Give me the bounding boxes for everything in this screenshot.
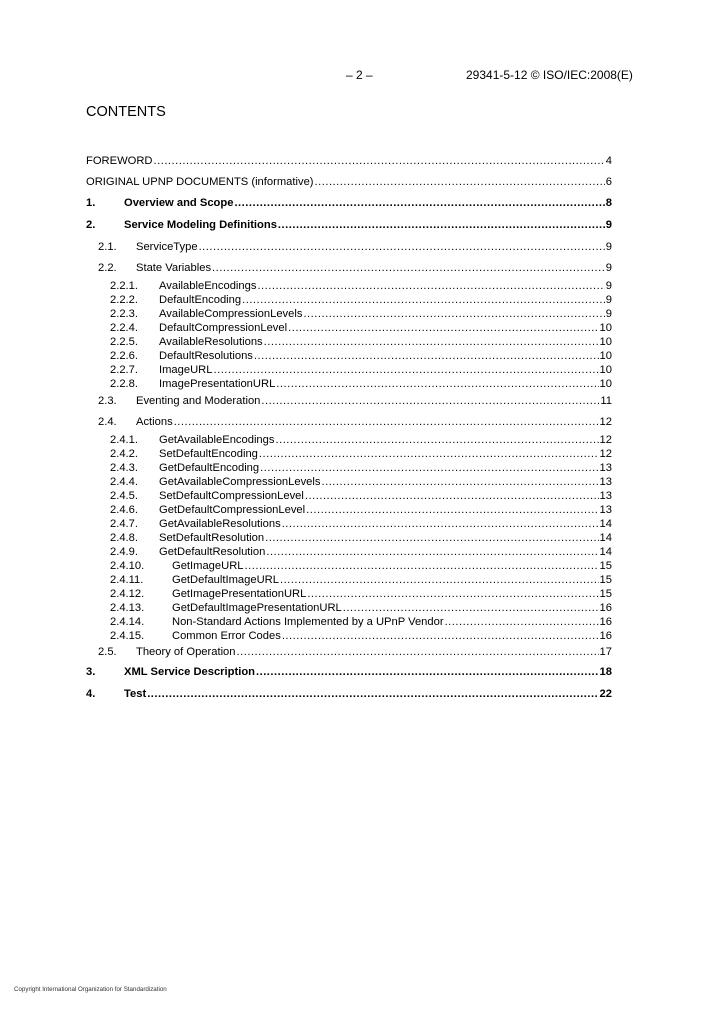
toc-entry-title: XML Service Description — [124, 666, 255, 678]
toc-dot-leader — [259, 447, 599, 461]
toc-entry[interactable] — [98, 261, 612, 275]
toc-dot-leader — [343, 601, 599, 615]
toc-dot-leader — [280, 573, 599, 587]
toc-entry-number: 3. — [86, 666, 96, 678]
toc-entry-number: 2.4.10. — [110, 560, 145, 572]
toc-entry-page: 13 — [599, 476, 612, 488]
toc-entry[interactable] — [98, 645, 612, 659]
toc-dot-leader — [282, 517, 599, 531]
toc-entry-title: GetImageURL — [172, 560, 244, 572]
toc-dot-leader — [445, 615, 599, 629]
toc-entry-title: GetDefaultCompressionLevel — [159, 504, 306, 516]
toc-entry[interactable] — [110, 293, 612, 307]
page-title: CONTENTS — [86, 104, 166, 120]
toc-entry-page: 13 — [599, 504, 612, 516]
toc-entry[interactable] — [110, 433, 612, 447]
toc-entry-title: GetAvailableEncodings — [159, 434, 275, 446]
toc-entry[interactable] — [110, 545, 612, 559]
toc-entry-number: 2.4.11. — [110, 574, 144, 586]
toc-entry[interactable] — [110, 349, 612, 363]
toc-entry-page: 4 — [605, 155, 612, 167]
toc-dot-leader — [245, 559, 599, 573]
toc-entry-page: 9 — [605, 294, 612, 306]
toc-entry[interactable] — [98, 240, 612, 254]
toc-entry-title: SetDefaultResolution — [159, 532, 265, 544]
toc-entry-number: 2.2.4. — [110, 322, 138, 334]
toc-entry-number: 2.4.9. — [110, 546, 138, 558]
toc-entry-title: FOREWORD — [86, 155, 153, 167]
toc-entry-page: 17 — [599, 646, 612, 658]
footer-copyright: Copyright International Organization for Standardization — [14, 986, 167, 993]
toc-entry-title: GetDefaultImagePresentationURL — [172, 602, 342, 614]
toc-entry-number: 2.4.1. — [110, 434, 138, 446]
toc-dot-leader — [199, 240, 605, 254]
toc-entry[interactable] — [110, 503, 612, 517]
toc-entry[interactable] — [98, 415, 612, 429]
toc-entry-title: Overview and Scope — [124, 197, 234, 209]
toc-entry[interactable] — [110, 531, 612, 545]
toc-entry-page: 13 — [599, 490, 612, 502]
toc-entry-number: 2.4.14. — [110, 616, 145, 628]
toc-entry-number: 2.4.4. — [110, 476, 138, 488]
toc-entry[interactable] — [110, 615, 612, 629]
toc-entry-page: 16 — [599, 602, 612, 614]
toc-entry-title: GetDefaultResolution — [159, 546, 266, 558]
toc-entry-number: 2.2.3. — [110, 308, 138, 320]
toc-entry[interactable] — [110, 363, 612, 377]
toc-dot-leader — [237, 645, 599, 659]
toc-entry-page: 14 — [599, 518, 612, 530]
toc-dot-leader — [212, 261, 605, 275]
toc-entry-title: AvailableCompressionLevels — [159, 308, 303, 320]
toc-entry-page: 15 — [599, 560, 612, 572]
toc-entry-title: Test — [124, 688, 147, 700]
toc-entry[interactable] — [110, 489, 612, 503]
toc-dot-leader — [256, 665, 599, 679]
toc-entry-title: GetDefaultEncoding — [159, 462, 260, 474]
toc-entry-number: 2.2.2. — [110, 294, 138, 306]
toc-entry-page: 8 — [605, 197, 612, 209]
toc-dot-leader — [265, 531, 598, 545]
toc-entry-page: 10 — [599, 378, 612, 390]
toc-entry-title: AvailableEncodings — [159, 280, 257, 292]
toc-entry-title: GetImagePresentationURL — [172, 588, 307, 600]
toc-entry[interactable] — [86, 665, 612, 679]
toc-entry-number: 2.4.7. — [110, 518, 138, 530]
toc-entry-number: 2.4.3. — [110, 462, 138, 474]
toc-dot-leader — [288, 321, 598, 335]
toc-entry-page: 12 — [599, 434, 612, 446]
toc-entry[interactable] — [110, 461, 612, 475]
toc-entry-page: 10 — [599, 364, 612, 376]
toc-entry-page: 12 — [599, 416, 612, 428]
toc-entry-title: GetAvailableCompressionLevels — [159, 476, 321, 488]
toc-entry-page: 14 — [599, 532, 612, 544]
toc-entry-title: DefaultResolutions — [159, 350, 253, 362]
toc-entry-title: DefaultCompressionLevel — [159, 322, 288, 334]
toc-entry-number: 2.4. — [98, 416, 117, 428]
toc-entry-page: 16 — [599, 630, 612, 642]
toc-entry-page: 11 — [600, 395, 612, 407]
toc-entry-page: 14 — [599, 546, 612, 558]
toc-entry-title: State Variables — [136, 262, 212, 274]
toc-entry[interactable] — [110, 587, 612, 601]
toc-entry-number: 2.3. — [98, 395, 117, 407]
toc-entry-number: 2.4.13. — [110, 602, 145, 614]
toc-entry[interactable] — [86, 687, 612, 701]
toc-entry-page: 16 — [599, 616, 612, 628]
toc-entry-title: Common Error Codes — [172, 630, 281, 642]
toc-dot-leader — [257, 279, 604, 293]
toc-dot-leader — [264, 335, 599, 349]
toc-dot-leader — [305, 489, 599, 503]
toc-dot-leader — [282, 629, 599, 643]
toc-entry-title: ORIGINAL UPNP DOCUMENTS (informative) — [86, 176, 314, 188]
toc-entry-title: Non-Standard Actions Implemented by a UPnP Vendor — [172, 616, 444, 628]
toc-dot-leader — [154, 154, 605, 168]
toc-dot-leader — [306, 503, 598, 517]
toc-entry-title: Eventing and Moderation — [136, 395, 261, 407]
toc-dot-leader — [242, 293, 605, 307]
toc-entry-page: 9 — [605, 241, 612, 253]
toc-entry-page: 10 — [599, 322, 612, 334]
toc-dot-leader — [278, 218, 605, 232]
toc-dot-leader — [174, 415, 599, 429]
toc-dot-leader — [321, 475, 598, 489]
toc-entry-number: 4. — [86, 688, 96, 700]
toc-entry-number: 2.1. — [98, 241, 117, 253]
toc-entry-number: 2.2.5. — [110, 336, 138, 348]
toc-entry-page: 12 — [599, 448, 612, 460]
toc-dot-leader — [315, 175, 605, 189]
toc-entry-page: 6 — [605, 176, 612, 188]
toc-entry-page: 13 — [599, 462, 612, 474]
toc-entry-title: ImageURL — [159, 364, 213, 376]
toc-entry-page: 15 — [599, 574, 612, 586]
toc-entry-page: 15 — [599, 588, 612, 600]
toc-entry[interactable] — [110, 475, 612, 489]
toc-entry-number: 2.4.12. — [110, 588, 145, 600]
toc-entry-title: Service Modeling Definitions — [124, 219, 277, 231]
toc-entry[interactable] — [110, 307, 612, 321]
toc-dot-leader — [307, 587, 598, 601]
toc-entry-number: 2.2.8. — [110, 378, 138, 390]
toc-entry-number: 2.2. — [98, 262, 117, 274]
toc-entry-page: 9 — [605, 219, 612, 231]
toc-entry-number: 2.2.1. — [110, 280, 138, 292]
header-standard-id: 29341-5-12 © ISO/IEC:2008(E) — [466, 68, 633, 82]
toc-entry-number: 2.2.7. — [110, 364, 138, 376]
toc-entry-title: SetDefaultCompressionLevel — [159, 490, 304, 502]
toc-entry-page: 9 — [605, 262, 612, 274]
toc-entry-title: ImagePresentationURL — [159, 378, 276, 390]
toc-dot-leader — [276, 377, 598, 391]
toc-dot-leader — [254, 349, 599, 363]
toc-entry[interactable] — [110, 377, 612, 391]
toc-entry[interactable] — [110, 447, 612, 461]
toc-entry[interactable] — [86, 196, 612, 210]
toc-dot-leader — [213, 363, 598, 377]
toc-entry-page: 9 — [605, 280, 612, 292]
toc-entry-title: Actions — [136, 416, 173, 428]
toc-entry[interactable] — [110, 629, 612, 643]
toc-entry[interactable] — [110, 559, 612, 573]
toc-dot-leader — [303, 307, 604, 321]
toc-entry-number: 2. — [86, 219, 96, 231]
toc-entry[interactable] — [110, 601, 612, 615]
toc-entry-number: 2.5. — [98, 646, 117, 658]
toc-entry-title: AvailableResolutions — [159, 336, 263, 348]
header-page-number: – 2 – — [346, 68, 373, 82]
toc-entry-title: GetAvailableResolutions — [159, 518, 281, 530]
toc-dot-leader — [147, 687, 598, 701]
toc-entry-page: 10 — [599, 350, 612, 362]
toc-entry-title: GetDefaultImageURL — [172, 574, 279, 586]
toc-entry-number: 1. — [86, 197, 96, 209]
toc-entry[interactable] — [86, 175, 612, 189]
toc-entry-title: DefaultEncoding — [159, 294, 242, 306]
toc-entry[interactable] — [98, 394, 612, 408]
toc-entry-page: 22 — [599, 688, 612, 700]
toc-entry-title: ServiceType — [136, 241, 198, 253]
toc-entry[interactable] — [110, 573, 612, 587]
toc-dot-leader — [260, 461, 598, 475]
toc-entry-number: 2.4.8. — [110, 532, 138, 544]
toc-dot-leader — [275, 433, 598, 447]
toc-entry-number: 2.2.6. — [110, 350, 138, 362]
toc-entry[interactable] — [110, 279, 612, 293]
toc-dot-leader — [261, 394, 599, 408]
toc-dot-leader — [234, 196, 604, 210]
toc-entry-number: 2.4.6. — [110, 504, 138, 516]
toc-entry[interactable] — [110, 517, 612, 531]
toc-entry-page: 18 — [599, 666, 612, 678]
toc-entry-number: 2.4.2. — [110, 448, 138, 460]
toc-entry[interactable] — [86, 154, 612, 168]
toc-entry[interactable] — [110, 335, 612, 349]
toc-entry-title: SetDefaultEncoding — [159, 448, 258, 460]
toc-entry-page: 10 — [599, 336, 612, 348]
toc-entry-page: 9 — [605, 308, 612, 320]
toc-entry-number: 2.4.15. — [110, 630, 145, 642]
toc-dot-leader — [266, 545, 598, 559]
toc-entry-number: 2.4.5. — [110, 490, 138, 502]
toc-entry-title: Theory of Operation — [136, 646, 236, 658]
toc-entry[interactable] — [86, 218, 612, 232]
toc-entry[interactable] — [110, 321, 612, 335]
